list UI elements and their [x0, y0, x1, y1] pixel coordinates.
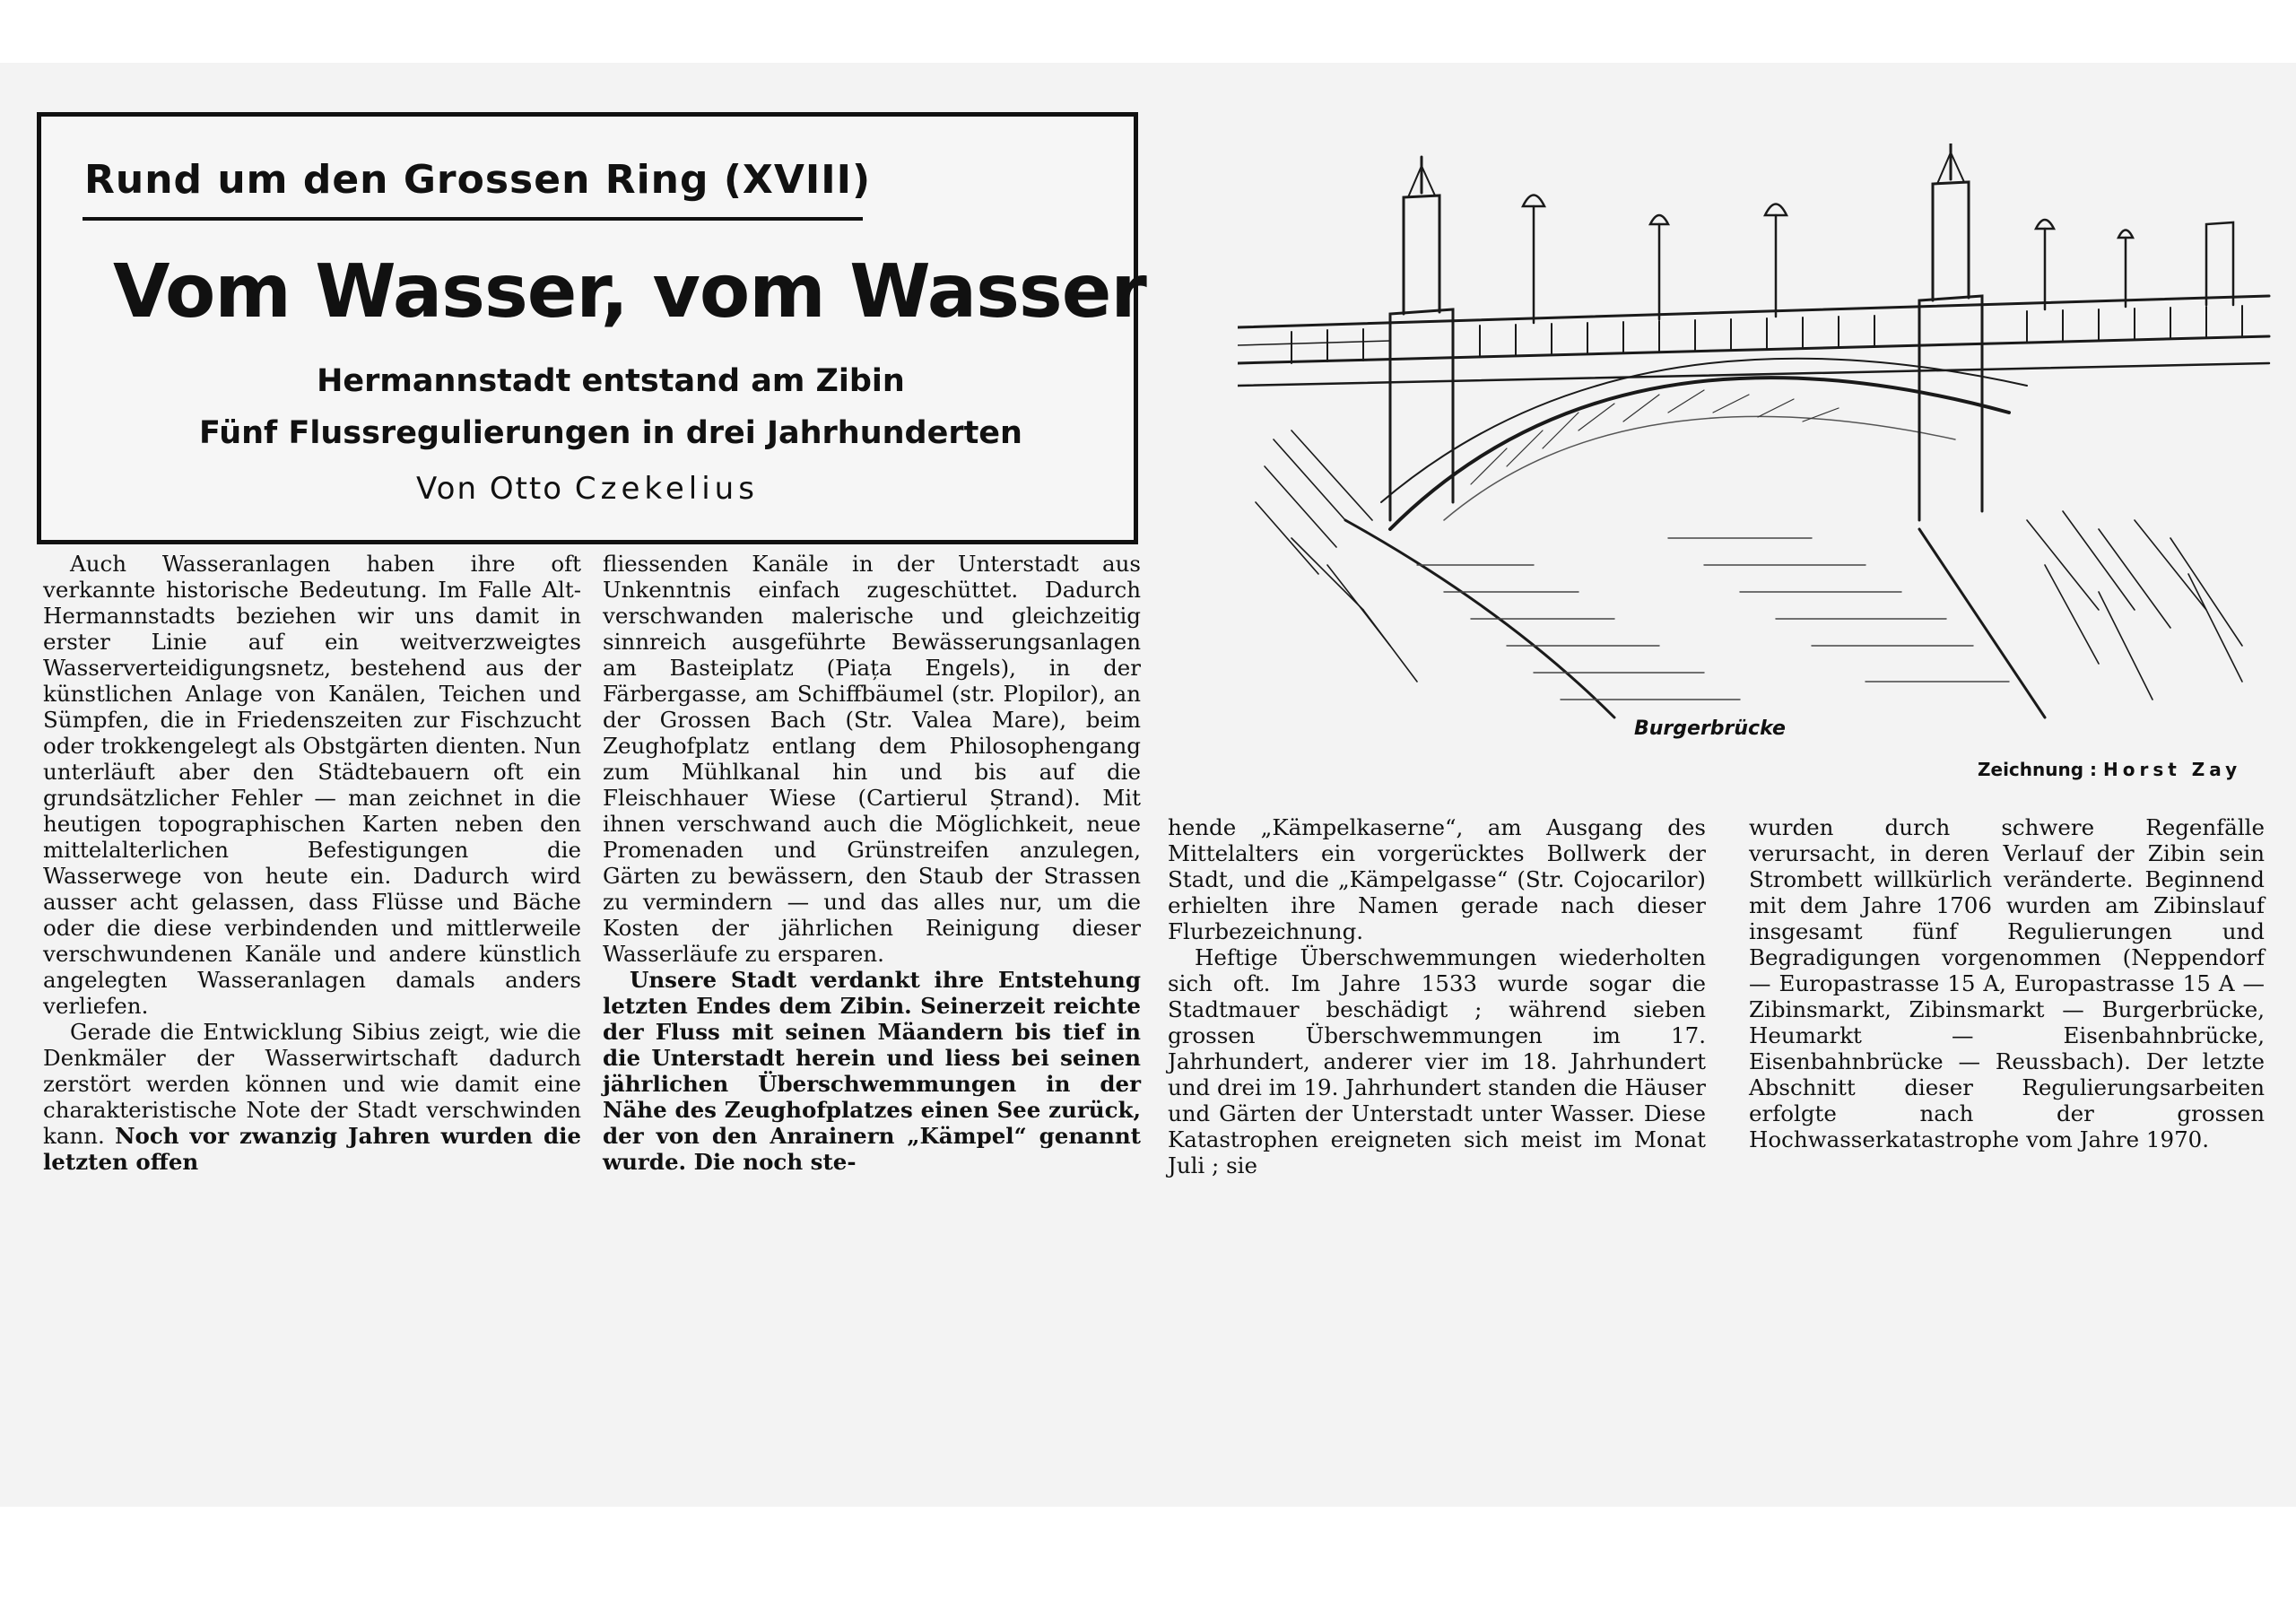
paragraph: Gerade die Entwicklung Sibius zeigt, wie die Denkmäler der Wasserwirtschaft dadurch zerstört werden können und wie damit eine charakteristische Note der Stadt verschwinden kann. Noch vor zwanzig Jahren wurden die letzten offen: [43, 1019, 581, 1175]
article-subtitle-1: Hermannstadt entstand am Zibin: [317, 363, 905, 399]
byline: [41, 471, 1134, 507]
illustration-caption: Burgerbrücke: [1634, 717, 1786, 740]
text-column-4: [1749, 814, 2265, 1152]
article-subtitle-2: Fünf Flussregulierungen in drei Jahrhunderten: [199, 415, 1022, 451]
paragraph: wurden durch schwere Regenfälle verursacht, in deren Verlauf der Zibin sein Strombett willkürlich veränderte. Beginnend mit dem Jahre 1706 wurden am Zibinslauf insgesamt fünf Regulierungen und Begradigungen vorgenommen (Neppendorf — Europastrasse 15 A, Europastrasse 15 A — Zibinsmarkt, Zibinsmarkt — Burgerbrücke, Heumarkt — Eisenbahnbrücke, Eisenbahnbrücke — Reussbach). Der letzte Abschnitt dieser Regulierungsarbeiten erfolgte nach der grossen Hochwasserkatastrophe vom Jahre 1970.: [1749, 814, 2265, 1152]
bleed-through-left: [9, 1238, 1175, 1274]
credit-label: Zeichnung :: [1978, 759, 2098, 780]
paragraph: Heftige Überschwemmungen wiederholten sich oft. Im Jahre 1533 wurde sogar die Stadtmauer beschädigt ; während sieben grossen Überschwemmungen im 17. Jahrhundert, anderer vier im 18. Jahrhundert und drei im 19. Jahrhundert standen die Häuser und Gärten der Unterstadt unter Wasser. Diese Katastrophen ereigneten sich meist im Monat Juli ; sie: [1168, 944, 1706, 1178]
paragraph: fliessenden Kanäle in der Unterstadt aus Unkenntnis einfach zugeschüttet. Dadurch verschwanden malerische und gleichzeitig sinnreich ausgeführte Bewässerungsanlagen am Basteiplatz (Piața Engels), in der Färbergasse, am Schiffbäumel (str. Plopilor), an der Grossen Bach (Str. Valea Mare), beim Zeughofplatz entlang dem Philosophengang zum Mühlkanal hin und bis auf die Fleischhauer Wiese (Cartierul Ștrand). Mit ihnen verschwand auch die Möglichkeit, neue Promenaden und Grünstreifen anzulegen, Gärten zu bewässern, den Staub der Strassen zu vermindern — und das alles nur, um die Kosten der jährlichen Reinigung dieser Wasserläufe zu ersparen.: [603, 551, 1141, 967]
text-column-2: [603, 551, 1141, 1175]
illustration-credit: [1978, 759, 2241, 780]
bold-run: Noch vor zwanzig Jahren wurden die letzten offen: [43, 1123, 581, 1175]
article-title: Vom Wasser, vom Wasser: [113, 249, 1146, 335]
credit-name: Horst Zay: [2102, 759, 2242, 780]
byline-author: Czekelius: [574, 471, 759, 507]
kicker-underline: [83, 217, 863, 221]
text-column-3: [1168, 814, 1706, 1178]
text-column-1: [43, 551, 581, 1175]
series-kicker: Rund um den Grossen Ring (XVIII): [84, 157, 872, 203]
bridge-illustration: [1238, 143, 2278, 735]
paragraph: hende „Kämpelkaserne“, am Ausgang des Mittelalters ein vorgerücktes Bollwerk der Stadt, und die „Kämpelgasse“ (Str. Cojocarilor) erhielten ihre Namen gerade nach dieser Flurbezeichnung.: [1168, 814, 1706, 944]
paragraph: Auch Wasseranlagen haben ihre oft verkannte historische Bedeutung. Im Falle Alt-Hermannstadts beziehen wir uns damit in erster Linie auf ein weitverzweigtes Wasserverteidigungsnetz, bestehend aus der künstlichen Anlage von Kanälen, Teichen und Sümpfen, die in Friedenszeiten zur Fischzucht oder trokkengelegt als Obstgärten dienten. Nun unterläuft aber den Städtebauern oft ein grundsätzlicher Fehler — man zeichnet in die heutigen topographischen Karten neben den mittelalterlichen Befestigungen die Wasserwege von heute ein. Dadurch wird ausser acht gelassen, dass Flüsse und Bäche oder die diese verbindenden und mittlerweile verschwundenen Kanäle und andere künstlich angelegten Wasseranlagen damals anders verliefen.: [43, 551, 581, 1019]
byline-prefix: Von Otto: [416, 471, 564, 507]
paragraph: Unsere Stadt verdankt ihre Entstehung letzten Endes dem Zibin. Seinerzeit reichte der Fluss mit seinen Mäandern bis tief in die Unterstadt herein und liess bei seinen jährlichen Überschwemmungen in der Nähe des Zeughofplatzes einen See zurück, der von den Anrainern „Kämpel“ genannt wurde. Die noch ste-: [603, 967, 1141, 1175]
headline-box: [37, 112, 1146, 544]
